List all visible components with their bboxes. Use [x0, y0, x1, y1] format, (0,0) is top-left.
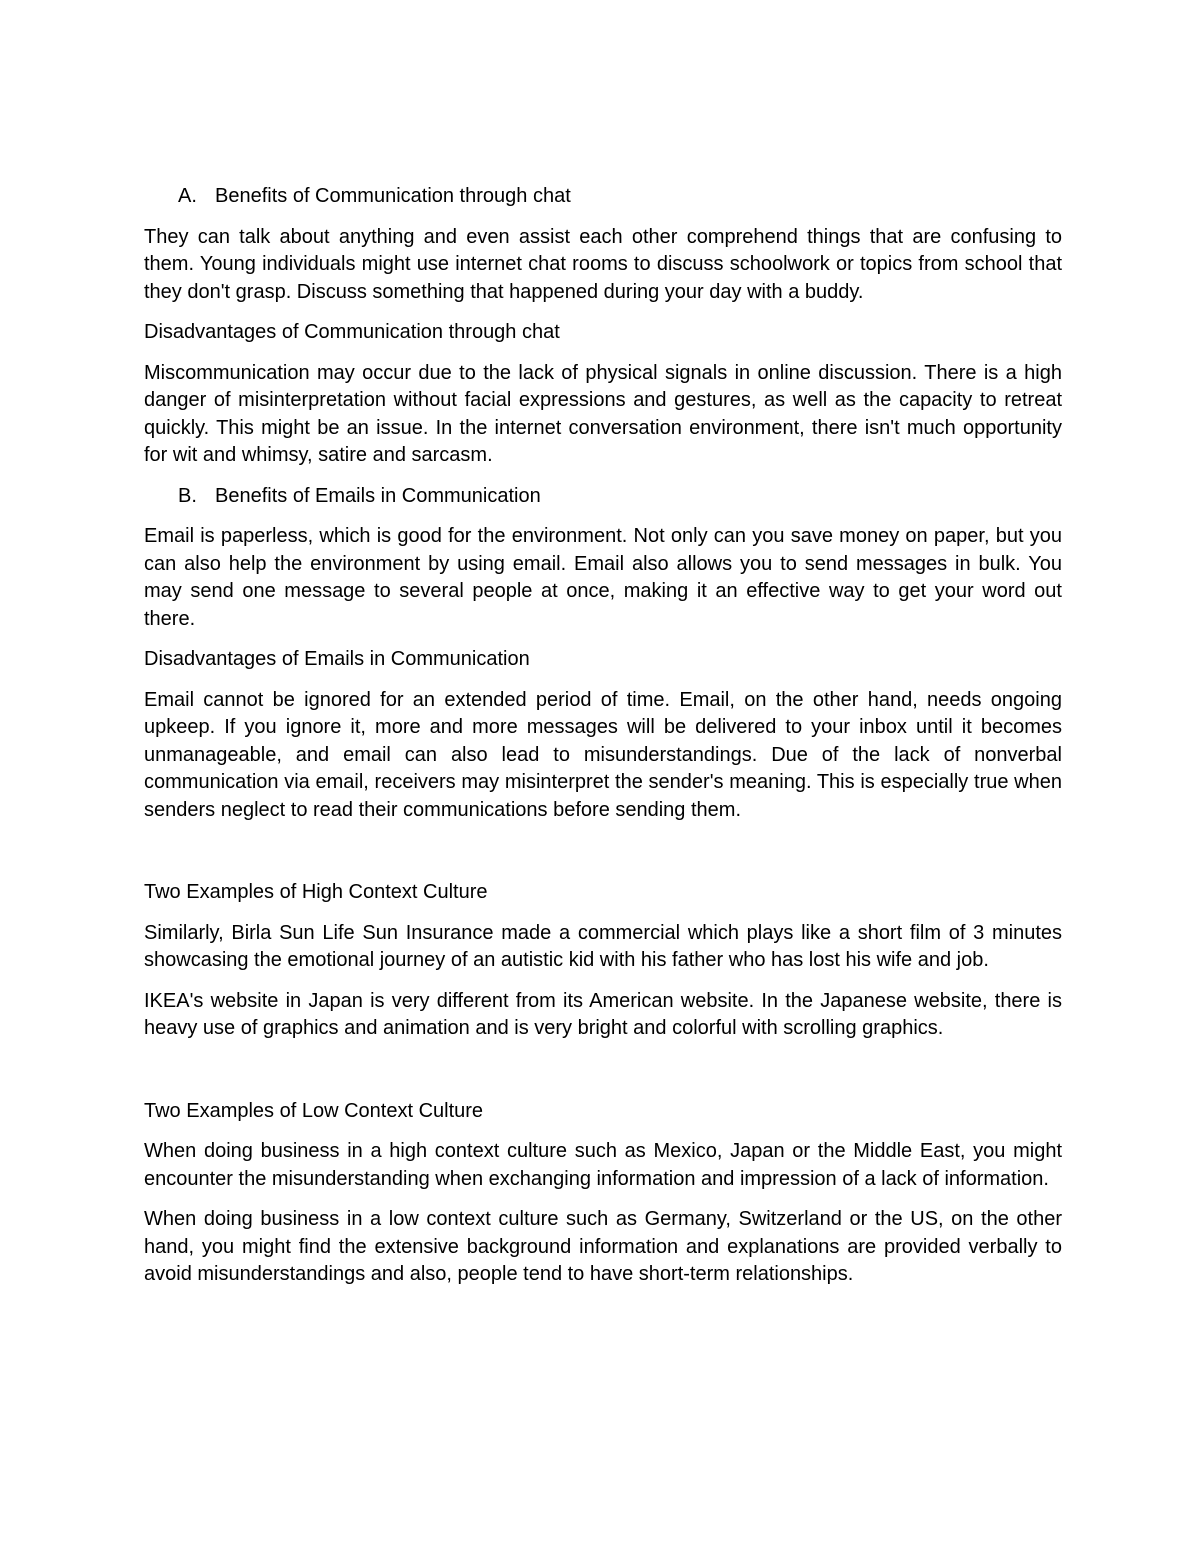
email-disadvantages-paragraph: Email cannot be ignored for an extended period of time. Email, on the other hand, needs ongoing upkeep. If you ignore it, more and more messages will be delivered to your inbox until it becomes unmanageable, and email can also lead to misunderstandings. Due of the lack of nonverbal communication via email, receivers may misinterpret the sender's meaning. This is especially true when senders neglect to read their communications before sending them. [144, 688, 1062, 821]
list-marker-a: A. [178, 185, 197, 207]
email-benefits-paragraph: Email is paperless, which is good for the environment. Not only can you save money on paper, but you can also help the environment by using email. Email also allows you to send messages in bulk. You may send one message to several people at once, making it an effective way to get your word out there. [144, 525, 1062, 630]
email-disadvantages-heading: Disadvantages of Emails in Communication [144, 648, 530, 670]
low-context-example-2: When doing business in a low context culture such as Germany, Switzerland or the US, on the other hand, you might find the extensive background information and explanations are provided verbally to avoid misunderstandings and also, people tend to have short-term relationships. [144, 1208, 1062, 1285]
section-b-heading [144, 483, 1062, 511]
high-context-heading: Two Examples of High Context Culture [144, 881, 488, 903]
chat-benefits-paragraph: They can talk about anything and even assist each other comprehend things that are confusing to them. Young individuals might use internet chat rooms to discuss schoolwork or topics from school that they don't grasp. Discuss something that happened during your day with a buddy. [144, 225, 1062, 303]
section-a-heading [144, 183, 1062, 211]
list-marker-b: B. [178, 484, 197, 507]
document-page [144, 183, 1062, 1302]
low-context-heading: Two Examples of Low Context Culture [144, 1099, 484, 1122]
spacer [144, 837, 1062, 879]
section-b-title: Benefits of Emails in Communication [215, 484, 541, 507]
spacer [144, 1056, 1062, 1098]
chat-disadvantages-paragraph: Miscommunication may occur due to the lack of physical signals in online discussion. There is a high danger of misinterpretation without facial expressions and gestures, as well as the capacity to retreat quickly. This might be an issue. In the internet conversation environment, there isn't much opportunity for wit and whimsy, satire and sarcasm. [144, 361, 1062, 466]
section-a-title: Benefits of Communication through chat [215, 185, 571, 207]
high-context-example-1: Similarly, Birla Sun Life Sun Insurance made a commercial which plays like a short film of 3 minutes showcasing the emotional journey of an autistic kid with his father who has lost his wife and job. [144, 921, 1062, 971]
high-context-example-2: IKEA's website in Japan is very different from its American website. In the Japanese website, there is heavy use of graphics and animation and is very bright and colorful with scrolling graphics. [144, 989, 1062, 1039]
chat-disadvantages-heading: Disadvantages of Communication through chat [144, 321, 560, 343]
low-context-example-1: When doing business in a high context culture such as Mexico, Japan or the Middle East, you might encounter the misunderstanding when exchanging information and impression of a lack of information. [144, 1140, 1062, 1190]
